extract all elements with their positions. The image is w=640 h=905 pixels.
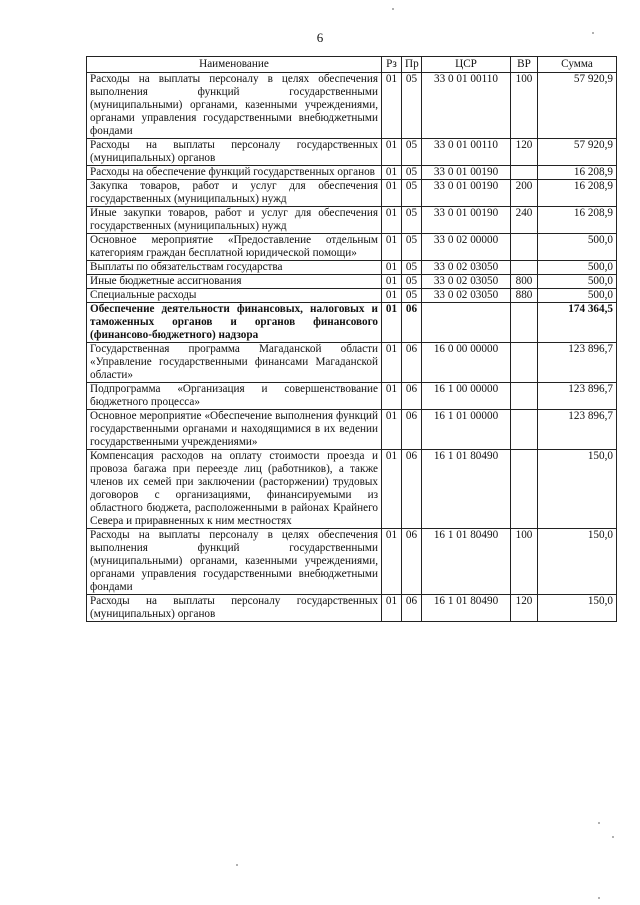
row-sum-cell: 16 208,9: [538, 207, 617, 234]
row-vr-cell: 120: [511, 595, 538, 622]
row-vr-cell: 200: [511, 180, 538, 207]
table-row: [87, 529, 617, 595]
page-number: 6: [316, 30, 324, 45]
row-csr-cell: 16 0 00 00000: [422, 343, 511, 383]
row-sum-cell: 500,0: [538, 234, 617, 261]
row-sum-cell: 174 364,5: [538, 303, 617, 343]
row-pr-cell: 06: [402, 343, 422, 383]
table-row: [87, 275, 617, 289]
scan-speck: [592, 32, 594, 34]
row-rz-cell: 01: [382, 166, 402, 180]
row-vr-cell: [511, 303, 538, 343]
row-csr-cell: 33 0 02 03050: [422, 261, 511, 275]
row-csr-cell: 33 0 02 00000: [422, 234, 511, 261]
row-sum-cell: 500,0: [538, 261, 617, 275]
row-rz-cell: 01: [382, 529, 402, 595]
row-csr-cell: 33 0 01 00190: [422, 207, 511, 234]
row-pr-cell: 06: [402, 450, 422, 529]
scan-speck: [612, 836, 614, 838]
row-rz-cell: 01: [382, 383, 402, 410]
row-csr-cell: [422, 303, 511, 343]
scan-speck: [598, 822, 600, 824]
row-sum-cell: 150,0: [538, 529, 617, 595]
row-rz-cell: 01: [382, 261, 402, 275]
row-name-cell: Выплаты по обязательствам государства: [87, 261, 382, 275]
row-sum-cell: 500,0: [538, 275, 617, 289]
row-name-cell: Расходы на выплаты персоналу государственных (муниципальных) органов: [87, 139, 382, 166]
row-name-cell: Расходы на выплаты персоналу в целях обеспечения выполнения функций государственными (муниципальными) органами, казенными учреждениями, органами управления государственными внебюджетными фондами: [87, 529, 382, 595]
row-csr-cell: 16 1 01 80490: [422, 529, 511, 595]
row-name-cell: Компенсация расходов на оплату стоимости проезда и провоза багажа при переезде лиц (работников), а также членов их семей при заключении (расторжении) трудовых договоров с организациями, финансируемыми из областного бюджета, расположенными в районах Крайнего Севера и приравненных к ним местностях: [87, 450, 382, 529]
row-vr-cell: 120: [511, 139, 538, 166]
row-csr-cell: 16 1 01 80490: [422, 450, 511, 529]
header-csr: ЦСР: [422, 57, 511, 73]
row-sum-cell: 123 896,7: [538, 383, 617, 410]
row-name-cell: Закупка товаров, работ и услуг для обеспечения государственных (муниципальных) нужд: [87, 180, 382, 207]
row-pr-cell: 05: [402, 275, 422, 289]
row-csr-cell: 16 1 01 80490: [422, 595, 511, 622]
row-pr-cell: 06: [402, 410, 422, 450]
row-vr-cell: [511, 166, 538, 180]
row-sum-cell: 500,0: [538, 289, 617, 303]
row-pr-cell: 06: [402, 595, 422, 622]
row-csr-cell: 33 0 01 00190: [422, 180, 511, 207]
row-csr-cell: 33 0 01 00190: [422, 166, 511, 180]
row-sum-cell: 57 920,9: [538, 139, 617, 166]
row-pr-cell: 06: [402, 303, 422, 343]
row-csr-cell: 33 0 01 00110: [422, 139, 511, 166]
row-sum-cell: 150,0: [538, 450, 617, 529]
table-row: [87, 343, 617, 383]
row-name-cell: Расходы на выплаты персоналу в целях обеспечения выполнения функций государственными (муниципальными) органами, казенными учреждениями, органами управления государственными внебюджетными фондами: [87, 73, 382, 139]
header-sum: Сумма: [538, 57, 617, 73]
scan-speck: [236, 864, 238, 866]
row-rz-cell: 01: [382, 207, 402, 234]
table-header-row: [87, 57, 617, 73]
row-vr-cell: [511, 450, 538, 529]
row-sum-cell: 16 208,9: [538, 166, 617, 180]
row-vr-cell: 100: [511, 529, 538, 595]
row-name-cell: Государственная программа Магаданской области «Управление государственными финансами Магаданской области»: [87, 343, 382, 383]
table-row: [87, 289, 617, 303]
row-csr-cell: 33 0 01 00110: [422, 73, 511, 139]
row-pr-cell: 05: [402, 289, 422, 303]
scan-speck: [392, 8, 394, 10]
row-name-cell: Основное мероприятие «Предоставление отдельным категориям граждан бесплатной юридической помощи»: [87, 234, 382, 261]
table-body: [87, 73, 617, 622]
row-name-cell: Расходы на выплаты персоналу государственных (муниципальных) органов: [87, 595, 382, 622]
row-pr-cell: 05: [402, 73, 422, 139]
table-row: [87, 595, 617, 622]
table-row: [87, 180, 617, 207]
row-pr-cell: 05: [402, 261, 422, 275]
row-rz-cell: 01: [382, 180, 402, 207]
table-row: [87, 303, 617, 343]
row-pr-cell: 05: [402, 234, 422, 261]
row-vr-cell: [511, 261, 538, 275]
row-vr-cell: 800: [511, 275, 538, 289]
row-vr-cell: [511, 410, 538, 450]
table-row: [87, 450, 617, 529]
row-name-cell: Основное мероприятие «Обеспечение выполнения функций государственными органами и находящимися в их ведении государственными учреждениями»: [87, 410, 382, 450]
row-rz-cell: 01: [382, 73, 402, 139]
row-vr-cell: 240: [511, 207, 538, 234]
row-csr-cell: 33 0 02 03050: [422, 289, 511, 303]
row-vr-cell: [511, 234, 538, 261]
row-sum-cell: 16 208,9: [538, 180, 617, 207]
row-sum-cell: 123 896,7: [538, 410, 617, 450]
row-rz-cell: 01: [382, 234, 402, 261]
row-vr-cell: [511, 343, 538, 383]
row-csr-cell: 33 0 02 03050: [422, 275, 511, 289]
row-pr-cell: 05: [402, 166, 422, 180]
row-pr-cell: 05: [402, 180, 422, 207]
row-name-cell: Иные закупки товаров, работ и услуг для обеспечения государственных (муниципальных) нужд: [87, 207, 382, 234]
row-name-cell: Подпрограмма «Организация и совершенствование бюджетного процесса»: [87, 383, 382, 410]
row-vr-cell: [511, 383, 538, 410]
row-name-cell: Иные бюджетные ассигнования: [87, 275, 382, 289]
table-row: [87, 234, 617, 261]
table-row: [87, 207, 617, 234]
table-row: [87, 166, 617, 180]
header-vr: ВР: [511, 57, 538, 73]
row-csr-cell: 16 1 00 00000: [422, 383, 511, 410]
row-rz-cell: 01: [382, 139, 402, 166]
header-rz: Рз: [382, 57, 402, 73]
row-rz-cell: 01: [382, 275, 402, 289]
row-pr-cell: 06: [402, 383, 422, 410]
row-rz-cell: 01: [382, 343, 402, 383]
budget-table: [86, 56, 617, 622]
row-name-cell: Расходы на обеспечение функций государственных органов: [87, 166, 382, 180]
table-row: [87, 139, 617, 166]
row-vr-cell: 880: [511, 289, 538, 303]
table-row: [87, 261, 617, 275]
table-row: [87, 410, 617, 450]
row-vr-cell: 100: [511, 73, 538, 139]
table-row: [87, 383, 617, 410]
row-sum-cell: 150,0: [538, 595, 617, 622]
row-rz-cell: 01: [382, 595, 402, 622]
header-name: Наименование: [87, 57, 382, 73]
row-rz-cell: 01: [382, 410, 402, 450]
row-rz-cell: 01: [382, 450, 402, 529]
row-name-cell: Обеспечение деятельности финансовых, налоговых и таможенных органов и органов финансового (финансово-бюджетного) надзора: [87, 303, 382, 343]
row-rz-cell: 01: [382, 289, 402, 303]
row-rz-cell: 01: [382, 303, 402, 343]
row-name-cell: Специальные расходы: [87, 289, 382, 303]
row-csr-cell: 16 1 01 00000: [422, 410, 511, 450]
row-sum-cell: 123 896,7: [538, 343, 617, 383]
table-row: [87, 73, 617, 139]
scan-speck: [598, 897, 600, 899]
row-sum-cell: 57 920,9: [538, 73, 617, 139]
row-pr-cell: 05: [402, 207, 422, 234]
row-pr-cell: 06: [402, 529, 422, 595]
row-pr-cell: 05: [402, 139, 422, 166]
header-pr: Пр: [402, 57, 422, 73]
